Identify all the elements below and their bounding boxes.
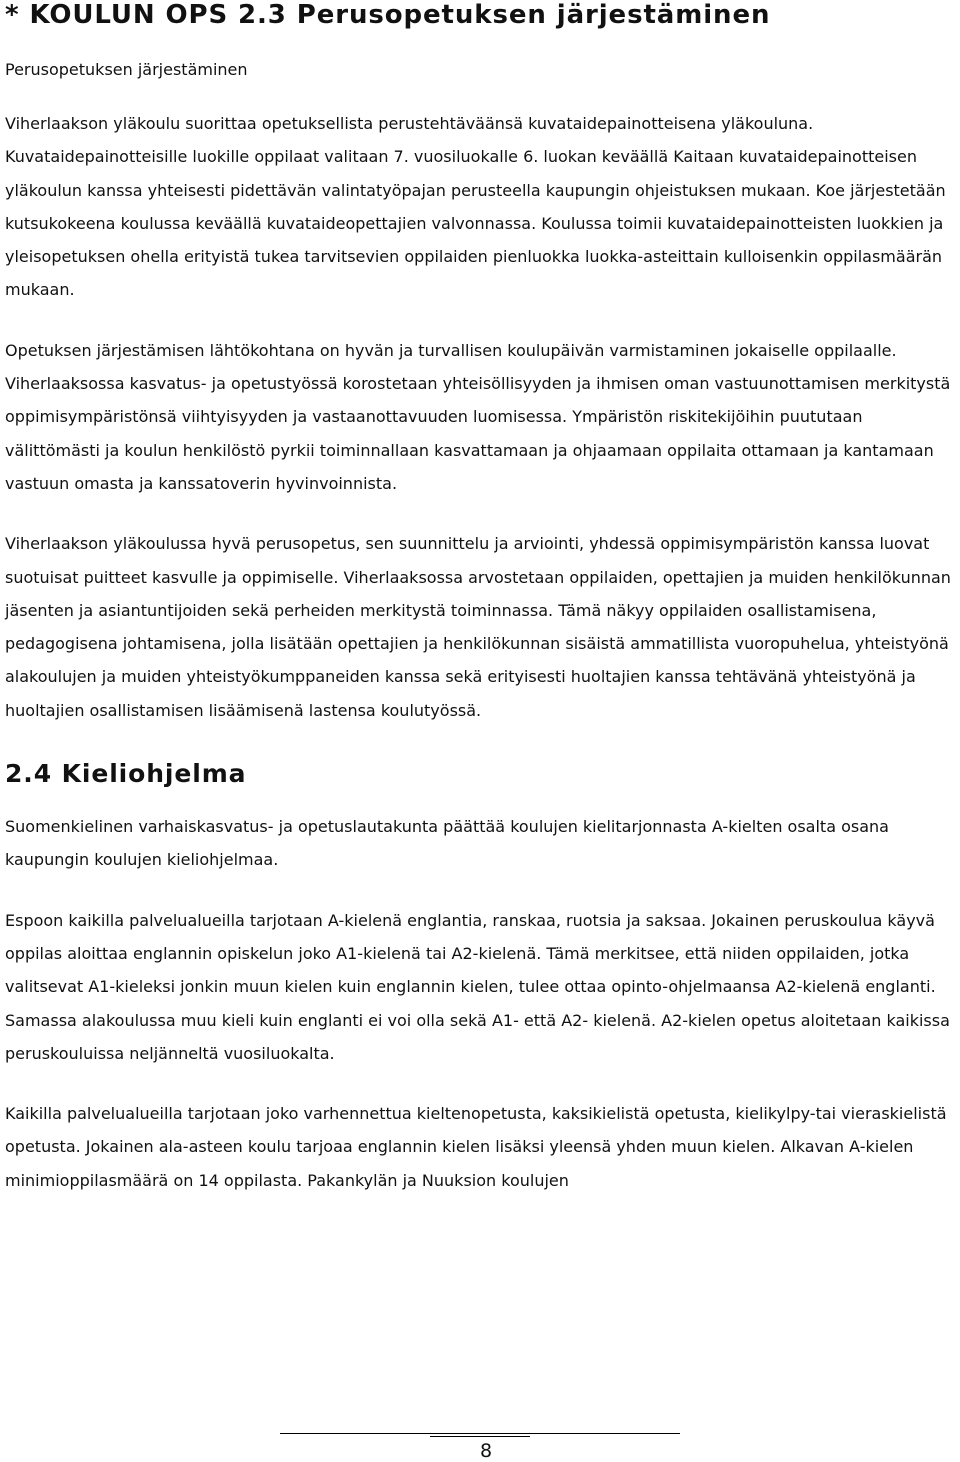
page-number: 8 xyxy=(480,1440,493,1462)
section-heading-2-3: * KOULUN OPS 2.3 Perusopetuksen järjestäminen xyxy=(5,0,771,30)
paragraph-curriculum-intro: Viherlaakson yläkoulu suorittaa opetuksellista perustehtäväänsä kuvataidepainotteisena yläkouluna. Kuvataidepainotteisille luokille oppilaat valitaan 7. vuosiluokalle 6. luokan keväällä Kaitaan kuvataidepainotteisen yläkoulun kanssa yhteisesti pidettävän valintatyöpajan perusteella kaupungin ohjeistuksen mukaan. Koe järjestetään kutsukokeena koulussa keväällä kuvataideopettajien valvonnassa. Koulussa toimii kuvataidepainotteisten luokkien ja yleisopetuksen ohella erityistä tukea tarvitsevien oppilaiden pienluokka luokka-asteittain kulloisenkin oppilasmäärän mukaan. xyxy=(5,114,946,300)
footer-rule xyxy=(280,1433,680,1434)
subheading: Perusopetuksen järjestäminen xyxy=(5,60,248,79)
document-page xyxy=(5,0,957,1197)
paragraph-early-language: Kaikilla palvelualueilla tarjotaan joko varhennettua kieltenopetusta, kaksikielistä opetusta, kielikylpy-tai vieraskielistä opetusta. Jokainen ala-asteen koulu tarjoaa englannin kielen lisäksi yleensä yhden muun kielen. Alkavan A-kielen minimioppilasmäärä on 14 oppilasta. Pakankylän ja Nuuksion koulujen xyxy=(5,1104,947,1190)
paragraph-language-board: Suomenkielinen varhaiskasvatus- ja opetuslautakunta päättää koulujen kielitarjonnasta A-kielten osalta osana kaupungin koulujen kieliohjelmaa. xyxy=(5,817,889,870)
paragraph-safety: Opetuksen järjestämisen lähtökohtana on hyvän ja turvallisen koulupäivän varmistaminen jokaiselle oppilaalle. Viherlaaksossa kasvatus- ja opetustyössä korostetaan yhteisöllisyyden ja ihmisen oman vastuunottamisen merkitystä oppimisympäristönsä viihtyisyyden ja vastaanottavuuden luomisessa. Ympäristön riskitekijöihin puututaan välittömästi ja koulun henkilöstö pyrkii toiminnallaan kasvattamaan ja ohjaamaan oppilaita ottamaan ja kantamaan vastuun omasta ja kanssatoverin hyvinvoinnista. xyxy=(5,340,951,493)
footer-rule-short xyxy=(430,1436,530,1437)
paragraph-cooperation: Viherlaakson yläkoulussa hyvä perusopetus, sen suunnittelu ja arviointi, yhdessä oppimisympäristön kanssa luovat suotuisat puitteet kasvulle ja oppimiselle. Viherlaaksossa arvostetaan oppilaiden, opettajien ja muiden henkilökunnan jäsenten ja asiantuntijoiden sekä perheiden merkitystä toiminnassa. Tämä näkyy oppilaiden osallistamisena, pedagogisena johtamisena, jolla lisätään opettajien ja henkilökunnan sisäistä ammatillista vuoropuhelua, yhteistyönä alakoulujen ja muiden yhteistyökumppaneiden kanssa sekä erityisesti huoltajien kanssa tehtävänä yhteistyönä ja huoltajien osallistamisen lisäämisenä lastensa koulutyössä. xyxy=(5,534,951,720)
section-heading-2-4: 2.4 Kieliohjelma xyxy=(5,759,247,789)
paragraph-a-languages: Espoon kaikilla palvelualueilla tarjotaan A-kielenä englantia, ranskaa, ruotsia ja saksaa. Jokainen peruskoulua käyvä oppilas aloittaa englannin opiskelun joko A1-kielenä tai A2-kielenä. Tämä merkitsee, että niiden oppilaiden, jotka valitsevat A1-kieleksi jonkin muun kielen kuin englannin kielen, tulee ottaa opinto-ohjelmaansa A2-kielenä englanti. Samassa alakoulussa muu kieli kuin englanti ei voi olla sekä A1- että A2- kielenä. A2-kielen opetus aloitetaan kaikissa peruskouluissa neljänneltä vuosiluokalta. xyxy=(5,910,950,1063)
